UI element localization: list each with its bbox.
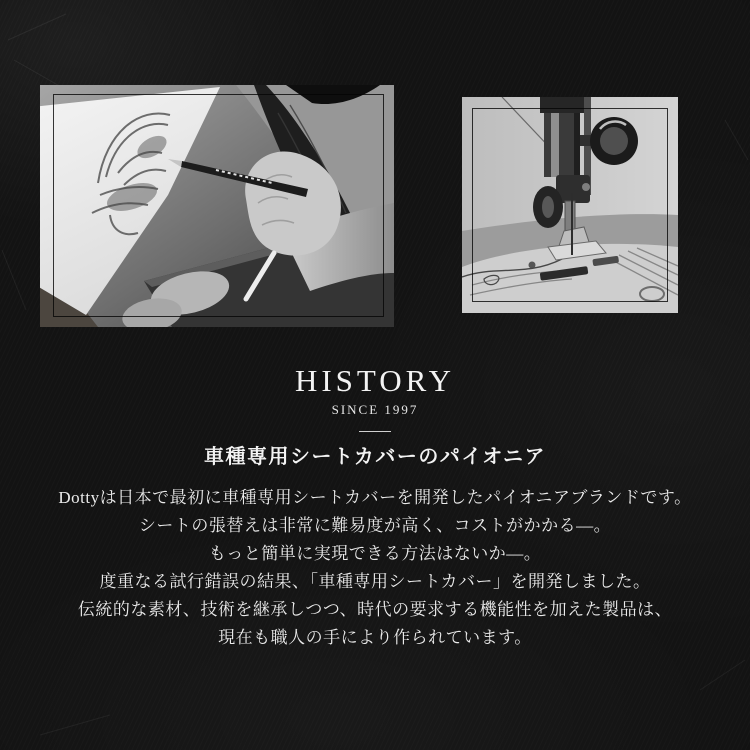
- divider-line: [359, 431, 391, 432]
- sketching-photo: [40, 85, 394, 327]
- story-line: 伝統的な素材、技術を継承しつつ、時代の要求する機能性を加えた製品は、: [77, 600, 673, 619]
- story-line: 度重なる試行錯誤の結果、「車種専用シートカバー」を開発しました。: [99, 572, 651, 591]
- story-paragraphs: [0, 484, 750, 652]
- story-line: 現在も職人の手により作られています。: [218, 628, 532, 647]
- sketching-photo-art: [40, 85, 394, 327]
- story-line: シートの張替えは非常に難易度が高く、コストがかかる―。: [138, 516, 612, 535]
- story-line: Dottyは日本で最初に車種専用シートカバーを開発したパイオニアブランドです。: [58, 488, 692, 507]
- story-line: もっと簡単に実現できる方法はないか―。: [208, 544, 542, 563]
- sewing-machine-photo-art: [462, 97, 678, 313]
- history-title: HISTORY: [294, 363, 456, 398]
- story-heading: 車種専用シートカバーのパイオニア: [204, 446, 546, 468]
- history-since-label: SINCE 1997: [331, 402, 419, 417]
- sewing-machine-photo: [462, 97, 678, 313]
